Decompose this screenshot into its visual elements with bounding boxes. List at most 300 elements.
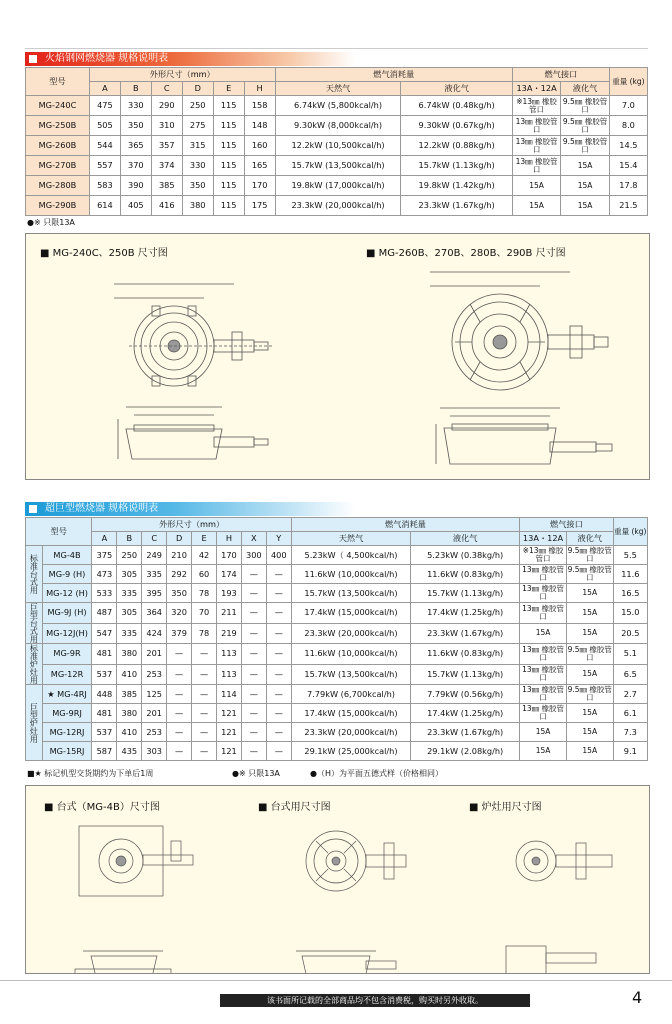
weight-cell: 5.1 — [613, 644, 647, 665]
lpg-cell: 7.79kW (0.56kg/h) — [411, 685, 520, 704]
conn-lpg-cell: 15A — [561, 196, 609, 216]
dim-cell: 410 — [117, 664, 142, 685]
dim-cell: 473 — [92, 565, 117, 584]
burner-top-view-right — [430, 272, 608, 390]
th-conn-ng: 13A・12A — [512, 82, 560, 96]
dim-cell: — — [241, 685, 266, 704]
dim-cell: 148 — [244, 116, 275, 136]
conn-lpg-cell: 15A — [566, 603, 613, 624]
dim-cell: 365 — [120, 136, 151, 156]
dim-cell: — — [266, 664, 291, 685]
th2-col-a: A — [92, 532, 117, 546]
dim-cell: 78 — [192, 623, 217, 644]
table2-row — [26, 704, 648, 723]
dim-cell: 587 — [92, 742, 117, 761]
spec-table-1 — [25, 67, 648, 216]
model-cell: MG-12R — [42, 664, 92, 685]
th-weight: 重量 (kg) — [609, 68, 647, 96]
natural-gas-cell: 17.4kW (15,000kcal/h) — [291, 704, 410, 723]
dim-cell: 330 — [120, 96, 151, 116]
table1-row — [26, 196, 648, 216]
drawing2-title-2: ■ 台式用尺寸图 — [258, 802, 331, 813]
dim-cell: 357 — [151, 136, 182, 156]
dim-cell: — — [241, 623, 266, 644]
dim-cell: 303 — [142, 742, 167, 761]
dim-cell: — — [241, 742, 266, 761]
dim-cell: 253 — [142, 664, 167, 685]
model-cell: MG-9RJ — [42, 704, 92, 723]
note-delivery: ■★ 标记机型交货期约为下单后1周 — [27, 769, 154, 778]
dim-cell: 210 — [167, 546, 192, 565]
dim-cell: 170 — [244, 176, 275, 196]
weight-cell: 15.0 — [613, 603, 647, 624]
footer-rule — [0, 980, 672, 981]
dim-cell: 435 — [117, 742, 142, 761]
dim-cell: — — [241, 584, 266, 603]
lpg-cell: 12.2kW (0.88kg/h) — [401, 136, 512, 156]
dim-cell: 424 — [142, 623, 167, 644]
natural-gas-cell: 15.7kW (13,500kcal/h) — [275, 156, 401, 176]
dim-cell: — — [192, 685, 217, 704]
note-flat-trivet: ●（H）为平面五德式样（价格相同） — [310, 769, 443, 778]
weight-cell: 6.5 — [613, 664, 647, 685]
dim-cell: 487 — [92, 603, 117, 624]
dim-cell: 201 — [142, 644, 167, 665]
dim-cell: 557 — [89, 156, 120, 176]
table2-row — [26, 742, 648, 761]
conn-lpg-cell: 9.5㎜ 橡胶管口 — [566, 644, 613, 665]
lpg-cell: 5.23kW (0.38kg/h) — [411, 546, 520, 565]
table2-row — [26, 644, 648, 665]
lpg-cell: 11.6kW (0.83kg/h) — [411, 565, 520, 584]
weight-cell: 7.3 — [613, 723, 647, 742]
model-cell: MG-290B — [26, 196, 90, 216]
model-cell: MG-15RJ — [42, 742, 92, 761]
conn-ng-cell: 13㎜ 橡胶管口 — [512, 116, 560, 136]
dim-cell: — — [266, 723, 291, 742]
dim-cell: 70 — [192, 603, 217, 624]
conn-lpg-cell: 15A — [561, 156, 609, 176]
dim-cell: 330 — [182, 156, 213, 176]
th-col-a: A — [89, 82, 120, 96]
dim-cell: 335 — [117, 584, 142, 603]
model-cell: MG-4B — [42, 546, 92, 565]
dim-cell: 78 — [192, 584, 217, 603]
th2-col-h: H — [216, 532, 241, 546]
conn-ng-cell: 13㎜ 橡胶管口 — [520, 584, 567, 603]
drawing-box-2 — [25, 785, 650, 974]
drawing-box-1 — [25, 233, 650, 480]
conn-ng-cell: 15A — [512, 176, 560, 196]
lpg-cell: 15.7kW (1.13kg/h) — [401, 156, 512, 176]
spec-table-2 — [25, 517, 648, 761]
th-col-b: B — [120, 82, 151, 96]
weight-cell: 11.6 — [613, 565, 647, 584]
table2-row — [26, 565, 648, 584]
model-cell: MG-12J(H) — [42, 623, 92, 644]
dim-cell: — — [241, 644, 266, 665]
dim-cell: 115 — [213, 176, 244, 196]
lpg-cell: 11.6kW (0.83kg/h) — [411, 644, 520, 665]
dim-cell: 292 — [167, 565, 192, 584]
th2-col-x: X — [241, 532, 266, 546]
natural-gas-cell: 23.3kW (20,000kcal/h) — [291, 723, 410, 742]
weight-cell: 9.1 — [613, 742, 647, 761]
dim-cell: 114 — [216, 685, 241, 704]
dim-cell: 380 — [117, 644, 142, 665]
conn-lpg-cell: 15A — [566, 742, 613, 761]
dim-cell: 547 — [92, 623, 117, 644]
dim-cell: 305 — [117, 603, 142, 624]
dim-cell: 275 — [182, 116, 213, 136]
dim-cell: 160 — [244, 136, 275, 156]
dim-cell: 113 — [216, 644, 241, 665]
dim-cell: — — [266, 742, 291, 761]
dim-cell: 193 — [216, 584, 241, 603]
burner-drawings-2 — [26, 786, 649, 973]
conn-lpg-cell: 9.5㎜ 橡胶管口 — [561, 96, 609, 116]
dim-cell: 121 — [216, 742, 241, 761]
conn-ng-cell: 13㎜ 橡胶管口 — [520, 685, 567, 704]
table1-row — [26, 176, 648, 196]
th2-gas: 燃气消耗量 — [291, 518, 519, 532]
dim-cell: 505 — [89, 116, 120, 136]
conn-lpg-cell: 9.5㎜ 橡胶管口 — [561, 116, 609, 136]
dim-cell: 537 — [92, 723, 117, 742]
th2-lpg: 液化气 — [411, 532, 520, 546]
conn-ng-cell: 13㎜ 橡胶管口 — [520, 603, 567, 624]
natural-gas-cell: 23.3kW (20,000kcal/h) — [291, 623, 410, 644]
dim-cell: 416 — [151, 196, 182, 216]
conn-ng-cell: 15A — [520, 742, 567, 761]
model-cell: MG-260B — [26, 136, 90, 156]
th-col-e: E — [213, 82, 244, 96]
dim-cell: 125 — [142, 685, 167, 704]
header-square-icon — [29, 505, 37, 513]
conn-lpg-cell: 9.5㎜ 橡胶管口 — [567, 546, 612, 563]
conn-lpg-cell: 9.5㎜ 橡胶管口 — [561, 136, 609, 156]
group-label: 巨型台式用 — [26, 603, 43, 644]
th2-col-c: C — [142, 532, 167, 546]
dim-cell: — — [192, 742, 217, 761]
dim-cell: — — [266, 603, 291, 624]
section2-header — [25, 502, 355, 516]
th2-col-d: D — [167, 532, 192, 546]
dim-cell: — — [241, 704, 266, 723]
model-cell: MG-270B — [26, 156, 90, 176]
dim-cell: 481 — [92, 644, 117, 665]
lpg-cell: 15.7kW (1.13kg/h) — [411, 584, 520, 603]
table-burner-drawing — [296, 831, 406, 973]
footer-note: 该书面所记载的全部商品均不包含消费税，购买时另外收取。 — [220, 994, 530, 1007]
natural-gas-cell: 17.4kW (15,000kcal/h) — [291, 603, 410, 624]
conn-lpg-cell: 15A — [566, 584, 613, 603]
dim-cell: 174 — [216, 565, 241, 584]
dim-cell: 175 — [244, 196, 275, 216]
lpg-cell: 23.3kW (1.67kg/h) — [411, 723, 520, 742]
table2-row — [26, 546, 648, 565]
weight-cell: 8.0 — [609, 116, 647, 136]
note-13a-2: ●※ 只限13A — [232, 769, 280, 778]
dim-cell: — — [266, 644, 291, 665]
dim-cell: 115 — [213, 116, 244, 136]
th2-col-b: B — [117, 532, 142, 546]
dim-cell: 385 — [151, 176, 182, 196]
th-conn: 燃气接口 — [512, 68, 609, 82]
dim-cell: — — [266, 623, 291, 644]
th-natural: 天然气 — [275, 82, 401, 96]
header-square-icon — [29, 55, 37, 63]
model-cell: MG-9 (H) — [42, 565, 92, 584]
th2-conn: 燃气接口 — [520, 518, 613, 532]
dim-cell: 201 — [142, 704, 167, 723]
natural-gas-cell: 15.7kW (13,500kcal/h) — [291, 664, 410, 685]
dim-cell: — — [241, 565, 266, 584]
lpg-cell: 19.8kW (1.42kg/h) — [401, 176, 512, 196]
table2-row — [26, 685, 648, 704]
dim-cell: 481 — [92, 704, 117, 723]
dim-cell: 253 — [142, 723, 167, 742]
conn-lpg-cell: 15A — [561, 176, 609, 196]
dim-cell: 350 — [182, 176, 213, 196]
table2-row — [26, 603, 648, 624]
table2-row — [26, 664, 648, 685]
conn-lpg-cell: 15A — [566, 623, 613, 644]
lpg-cell: 23.3kW (1.67kg/h) — [411, 623, 520, 644]
model-cell: MG-9J (H) — [42, 603, 92, 624]
dim-cell: — — [266, 685, 291, 704]
conn-ng-cell: ※13㎜ 橡胶管口 — [520, 546, 567, 565]
th2-conn-ng: 13A・12A — [520, 532, 567, 546]
th-model: 型号 — [26, 68, 90, 96]
dim-cell: 380 — [182, 196, 213, 216]
natural-gas-cell: 23.3kW (20,000kcal/h) — [275, 196, 401, 216]
weight-cell: 17.8 — [609, 176, 647, 196]
dim-cell: 60 — [192, 565, 217, 584]
group-label: 巨型炉灶用 — [26, 685, 43, 761]
th-col-d: D — [182, 82, 213, 96]
model-cell: ★ MG-4RJ — [42, 685, 92, 704]
model-cell: MG-9R — [42, 644, 92, 665]
table2-row — [26, 584, 648, 603]
th2-natural: 天然气 — [291, 532, 410, 546]
conn-ng-cell: 15A — [520, 723, 567, 742]
th2-model: 型号 — [26, 518, 92, 546]
weight-cell: 2.7 — [613, 685, 647, 704]
natural-gas-cell: 15.7kW (13,500kcal/h) — [291, 584, 410, 603]
dim-cell: — — [167, 704, 192, 723]
model-cell: MG-240C — [26, 96, 90, 116]
model-cell: MG-12 (H) — [42, 584, 92, 603]
natural-gas-cell: 11.6kW (10,000kcal/h) — [291, 565, 410, 584]
lpg-cell: 6.74kW (0.48kg/h) — [401, 96, 512, 116]
page-number: 4 — [632, 988, 643, 1007]
dim-cell: 170 — [216, 546, 241, 565]
drawing1-right-title: ■ MG-260B、270B、280B、290B 尺寸图 — [366, 248, 566, 259]
weight-cell: 16.5 — [613, 584, 647, 603]
weight-cell: 5.5 — [613, 546, 647, 565]
dim-cell: 379 — [167, 623, 192, 644]
natural-gas-cell: 29.1kW (25,000kcal/h) — [291, 742, 410, 761]
dim-cell: 115 — [213, 136, 244, 156]
dim-cell: 290 — [151, 96, 182, 116]
weight-cell: 20.5 — [613, 623, 647, 644]
dim-cell: 219 — [216, 623, 241, 644]
section1-title: 火焰钢网燃烧器 规格说明表 — [45, 53, 169, 64]
weight-cell: 15.4 — [609, 156, 647, 176]
conn-lpg-cell: 15A — [566, 704, 613, 723]
th-dims: 外形尺寸（mm） — [89, 68, 275, 82]
drawing2-title-1: ■ 台式（MG-4B）尺寸图 — [44, 802, 160, 813]
dim-cell: 390 — [120, 176, 151, 196]
th2-weight: 重量 (kg) — [613, 518, 647, 546]
th2-conn-lpg: 液化气 — [566, 532, 613, 546]
dim-cell: 315 — [182, 136, 213, 156]
dim-cell: — — [192, 723, 217, 742]
dim-cell: — — [192, 704, 217, 723]
table1-row — [26, 156, 648, 176]
dim-cell: 385 — [117, 685, 142, 704]
dim-cell: 320 — [167, 603, 192, 624]
dim-cell: — — [266, 584, 291, 603]
dim-cell: 374 — [151, 156, 182, 176]
dim-cell: 165 — [244, 156, 275, 176]
conn-ng-cell: 15A — [520, 623, 567, 644]
th-conn-lpg: 液化气 — [561, 82, 609, 96]
dim-cell: 583 — [89, 176, 120, 196]
note-13a: ●※ 只限13A — [27, 218, 75, 227]
dim-cell: 115 — [213, 156, 244, 176]
dim-cell: 335 — [142, 565, 167, 584]
dim-cell: — — [241, 664, 266, 685]
th-col-c: C — [151, 82, 182, 96]
dim-cell: 350 — [120, 116, 151, 136]
lpg-cell: 29.1kW (2.08kg/h) — [411, 742, 520, 761]
dim-cell: 121 — [216, 723, 241, 742]
drawing2-title-3: ■ 炉灶用尺寸图 — [469, 802, 542, 813]
table2-row — [26, 723, 648, 742]
dim-cell: 158 — [244, 96, 275, 116]
conn-ng-cell: 13㎜ 橡胶管口 — [512, 156, 560, 176]
dim-cell: — — [167, 685, 192, 704]
natural-gas-cell: 19.8kW (17,000kcal/h) — [275, 176, 401, 196]
burner-top-view-left — [114, 284, 274, 386]
dim-cell: — — [241, 603, 266, 624]
burner-drawings-1 — [26, 234, 649, 479]
weight-cell: 7.0 — [609, 96, 647, 116]
section1-header — [25, 52, 355, 66]
conn-lpg-cell: 9.5㎜ 橡胶管口 — [567, 685, 612, 702]
th2-col-e: E — [192, 532, 217, 546]
natural-gas-cell: 11.6kW (10,000kcal/h) — [291, 644, 410, 665]
dim-cell: 42 — [192, 546, 217, 565]
group-label: 标准台式用 — [26, 546, 43, 603]
dim-cell: — — [167, 742, 192, 761]
dim-cell: 364 — [142, 603, 167, 624]
dim-cell: — — [192, 644, 217, 665]
dim-cell: 537 — [92, 664, 117, 685]
dim-cell: 370 — [120, 156, 151, 176]
model-cell: MG-12RJ — [42, 723, 92, 742]
dim-cell: 335 — [117, 623, 142, 644]
model-cell: MG-250B — [26, 116, 90, 136]
conn-ng-cell: 13㎜ 橡胶管口 — [512, 136, 560, 156]
table2-row — [26, 623, 648, 644]
dim-cell: 115 — [213, 96, 244, 116]
conn-ng-cell: 13㎜ 橡胶管口 — [520, 565, 567, 584]
conn-ng-cell: 13㎜ 橡胶管口 — [520, 704, 567, 723]
th-col-h: H — [244, 82, 275, 96]
table1-row — [26, 136, 648, 156]
dim-cell: — — [266, 565, 291, 584]
dim-cell: — — [167, 644, 192, 665]
dim-cell: 350 — [167, 584, 192, 603]
dim-cell: 250 — [117, 546, 142, 565]
lpg-cell: 15.7kW (1.13kg/h) — [411, 664, 520, 685]
table1-row — [26, 116, 648, 136]
table-burner-drawing-4b — [75, 826, 193, 973]
dim-cell: 448 — [92, 685, 117, 704]
weight-cell: 21.5 — [609, 196, 647, 216]
lpg-cell: 17.4kW (1.25kg/h) — [411, 603, 520, 624]
dim-cell: 400 — [266, 546, 291, 565]
weight-cell: 6.1 — [613, 704, 647, 723]
natural-gas-cell: 12.2kW (10,500kcal/h) — [275, 136, 401, 156]
dim-cell: 380 — [117, 704, 142, 723]
conn-ng-cell: 15A — [512, 196, 560, 216]
burner-side-view-left — [118, 407, 268, 459]
dim-cell: 533 — [92, 584, 117, 603]
th2-dims: 外形尺寸（mm） — [92, 518, 291, 532]
weight-cell: 14.5 — [609, 136, 647, 156]
lpg-cell: 23.3kW (1.67kg/h) — [401, 196, 512, 216]
conn-lpg-cell: 15A — [566, 664, 613, 685]
natural-gas-cell: 7.79kW (6,700kcal/h) — [291, 685, 410, 704]
table1-row — [26, 96, 648, 116]
conn-ng-cell: 13㎜ 橡胶管口 — [520, 644, 567, 665]
dim-cell: 544 — [89, 136, 120, 156]
dim-cell: 614 — [89, 196, 120, 216]
dim-cell: — — [266, 704, 291, 723]
th-gas: 燃气消耗量 — [275, 68, 512, 82]
dim-cell: — — [167, 664, 192, 685]
burner-side-view-right — [436, 408, 612, 464]
conn-ng-cell: 13㎜ 橡胶管口 — [520, 664, 567, 685]
dim-cell: — — [167, 723, 192, 742]
model-cell: MG-280B — [26, 176, 90, 196]
conn-lpg-cell: 9.5㎜ 橡胶管口 — [567, 565, 612, 582]
dim-cell: 300 — [241, 546, 266, 565]
group-label: 标准炉灶用 — [26, 644, 43, 685]
dim-cell: 121 — [216, 704, 241, 723]
top-rule — [25, 48, 648, 49]
drawing1-left-title: ■ MG-240C、250B 尺寸图 — [40, 248, 168, 259]
section2-title: 超巨型燃烧器 规格说明表 — [45, 503, 159, 514]
dim-cell: 310 — [151, 116, 182, 136]
dim-cell: — — [241, 723, 266, 742]
dim-cell: 305 — [117, 565, 142, 584]
natural-gas-cell: 9.30kW (8,000kcal/h) — [275, 116, 401, 136]
dim-cell: 211 — [216, 603, 241, 624]
dim-cell: 375 — [92, 546, 117, 565]
natural-gas-cell: 6.74kW (5,800kcal/h) — [275, 96, 401, 116]
dim-cell: 113 — [216, 664, 241, 685]
conn-lpg-cell: 15A — [566, 723, 613, 742]
lpg-cell: 17.4kW (1.25kg/h) — [411, 704, 520, 723]
dim-cell: 395 — [142, 584, 167, 603]
dim-cell: 405 — [120, 196, 151, 216]
dim-cell: 475 — [89, 96, 120, 116]
